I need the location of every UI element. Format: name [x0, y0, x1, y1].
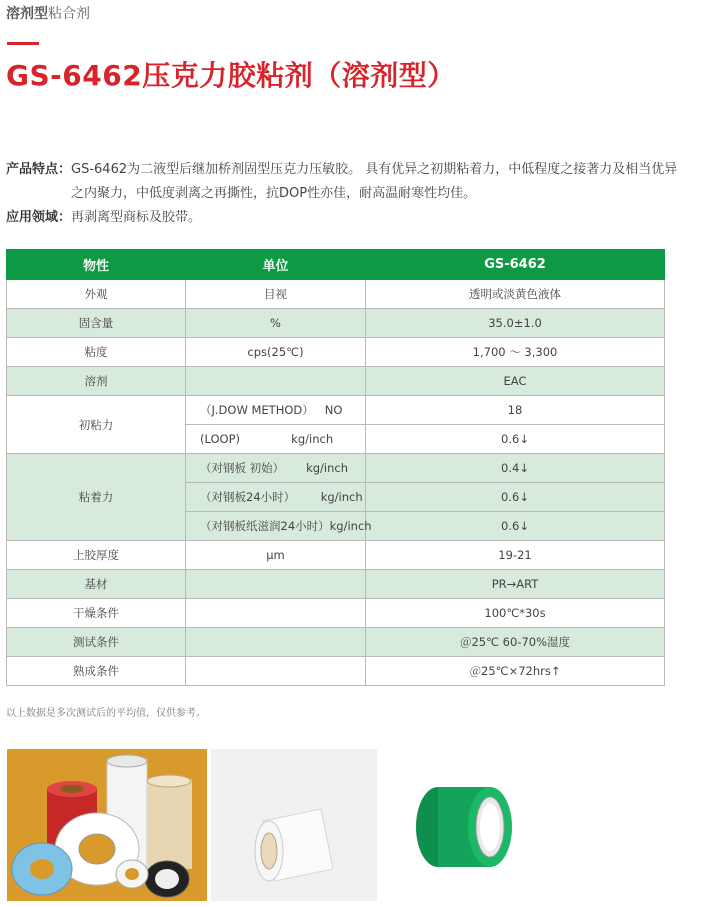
- cell-unit: [186, 657, 366, 686]
- header-property: 物性: [7, 250, 186, 280]
- title-accent-bar: [7, 42, 39, 45]
- cell-unit: [186, 367, 366, 396]
- cell-value: 0.6↓: [366, 512, 665, 541]
- cell-property: 测试条件: [7, 628, 186, 657]
- cell-property: 上胶厚度: [7, 541, 186, 570]
- product-description: [6, 158, 686, 230]
- cell-unit: （对钢板纸滋润24小时）kg/inch: [186, 512, 366, 541]
- cell-value: 35.0±1.0: [366, 309, 665, 338]
- page-title: GS-6462压克力胶粘剂（溶剂型）: [6, 59, 456, 92]
- white-tape-roll-photo: [211, 749, 377, 901]
- cell-value: 19-21: [366, 541, 665, 570]
- application-label: 应用领域：: [6, 210, 72, 225]
- cell-value: EAC: [366, 367, 665, 396]
- cell-unit: [186, 628, 366, 657]
- cell-unit: （对钢板 初始） kg/inch: [186, 454, 366, 483]
- header-value: GS-6462: [366, 250, 665, 280]
- breadcrumb-subcategory: 粘合剂: [48, 6, 90, 22]
- cell-unit: cps(25℃): [186, 338, 366, 367]
- spec-table: [6, 249, 665, 686]
- table-row: [7, 309, 665, 338]
- cell-value: ＠25℃ 60-70%湿度: [366, 628, 665, 657]
- cell-unit: [186, 570, 366, 599]
- cell-unit: %: [186, 309, 366, 338]
- table-row: [7, 599, 665, 628]
- cell-property: 熟成条件: [7, 657, 186, 686]
- tape-rolls-photo: [7, 749, 207, 901]
- table-row: [7, 280, 665, 309]
- breadcrumb-category[interactable]: 溶剂型: [6, 6, 48, 22]
- cell-unit: （J.DOW METHOD） NO: [186, 396, 366, 425]
- table-row: [7, 454, 665, 483]
- cell-unit: μm: [186, 541, 366, 570]
- features-text: GS-6462为二液型后继加桥剂固型压克力压敏胶。 具有优异之初期粘着力，中低程度之接著力及相当优异之内聚力，中低度剥离之再撕性，抗DOP性亦佳，耐高温耐寒性均佳。: [71, 162, 678, 201]
- cell-property: 溶剂: [7, 367, 186, 396]
- cell-property: 干燥条件: [7, 599, 186, 628]
- cell-value: 透明或淡黄色液体: [366, 280, 665, 309]
- table-row: [7, 628, 665, 657]
- cell-property: 基材: [7, 570, 186, 599]
- cell-property: 粘度: [7, 338, 186, 367]
- cell-value: 0.4↓: [366, 454, 665, 483]
- cell-value: 0.6↓: [366, 483, 665, 512]
- cell-property: 粘着力: [7, 454, 186, 541]
- cell-unit: （对钢板24小时） kg/inch: [186, 483, 366, 512]
- cell-value: 100℃*30s: [366, 599, 665, 628]
- table-row: [7, 367, 665, 396]
- application-text: 再剥离型商标及胶带。: [71, 210, 202, 225]
- cell-unit: 目视: [186, 280, 366, 309]
- data-disclaimer: 以上数据是多次测试后的平均值，仅供参考。: [6, 708, 206, 719]
- cell-value: ＠25℃×72hrs↑: [366, 657, 665, 686]
- green-tape-roll-photo: [388, 749, 518, 901]
- header-unit: 单位: [186, 250, 366, 280]
- cell-value: 18: [366, 396, 665, 425]
- features-label: 产品特点：: [6, 162, 72, 177]
- cell-value: PR→ART: [366, 570, 665, 599]
- table-row: [7, 657, 665, 686]
- table-row: [7, 541, 665, 570]
- cell-unit: [186, 599, 366, 628]
- cell-value: 0.6↓: [366, 425, 665, 454]
- table-row: [7, 338, 665, 367]
- cell-unit: (LOOP) kg/inch: [186, 425, 366, 454]
- cell-value: 1,700 ～ 3,300: [366, 338, 665, 367]
- table-header-row: [7, 250, 665, 280]
- cell-property: 初粘力: [7, 396, 186, 454]
- table-row: [7, 396, 665, 425]
- breadcrumb[interactable]: [6, 3, 90, 23]
- cell-property: 外观: [7, 280, 186, 309]
- table-row: [7, 570, 665, 599]
- cell-property: 固含量: [7, 309, 186, 338]
